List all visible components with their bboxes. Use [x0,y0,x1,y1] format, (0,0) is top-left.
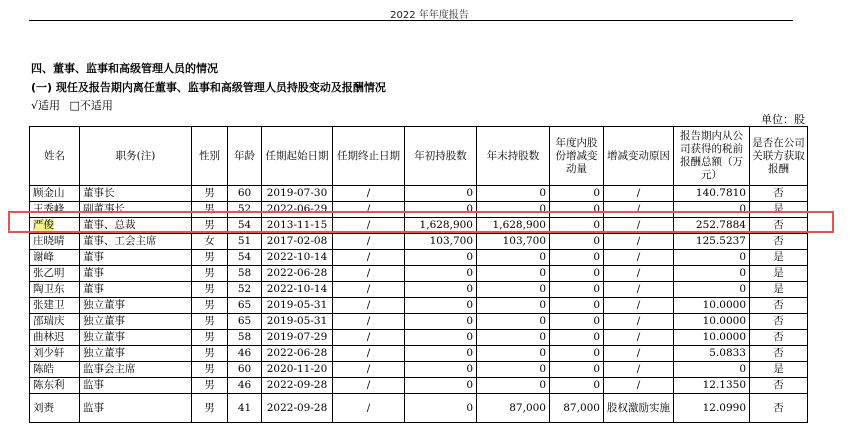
change-cell: 0 [550,266,604,282]
gender-cell: 女 [192,234,228,250]
position-cell: 监事 [80,394,192,423]
applicability-options [31,97,119,113]
compensation-cell: 0 [674,250,750,266]
position-cell: 独立董事 [80,330,192,346]
end-date-cell: / [333,282,405,298]
subsection-title: (一) 现任及报告期内离任董事、监事和高级管理人员持股变动及报酬情况 [31,81,386,94]
position-cell: 董事、总裁 [80,218,192,234]
position-cell: 监事会主席 [80,362,192,378]
start-date-cell: 2013-11-15 [262,218,333,234]
change-cell: 0 [550,330,604,346]
closing-shares-cell: 0 [477,202,550,218]
change-cell: 0 [550,362,604,378]
end-date-cell: / [333,186,405,202]
position-cell: 董事、工会主席 [80,234,192,250]
position-cell: 副董事长 [80,202,192,218]
change-cell: 0 [550,234,604,250]
name-cell: 陈皓 [30,362,80,378]
end-date-cell: / [333,298,405,314]
change-reason-cell: / [604,314,674,330]
start-date-cell: 2019-05-31 [262,314,333,330]
col-header: 年龄 [228,127,262,186]
end-date-cell: / [333,266,405,282]
name-cell: 陈东利 [30,378,80,394]
related-party-cell: 是 [750,266,808,282]
closing-shares-cell: 0 [477,186,550,202]
end-date-cell: / [333,218,405,234]
col-header: 年初持股数 [405,127,477,186]
table-row [30,282,808,298]
col-header: 任期终止日期 [333,127,405,186]
shareholding-table [29,126,808,423]
position-cell: 董事 [80,250,192,266]
col-header: 性别 [192,127,228,186]
unit-label: 单位：股 [761,113,805,126]
end-date-cell: / [333,250,405,266]
table-row [30,362,808,378]
name-cell: 刘赉 [30,394,80,423]
age-cell: 58 [228,266,262,282]
compensation-cell: 0 [674,202,750,218]
compensation-cell: 10.0000 [674,314,750,330]
gender-cell: 男 [192,266,228,282]
change-cell: 0 [550,314,604,330]
table-row [30,314,808,330]
closing-shares-cell: 0 [477,282,550,298]
age-cell: 51 [228,234,262,250]
age-cell: 54 [228,218,262,234]
related-party-cell: 是 [750,202,808,218]
gender-cell: 男 [192,378,228,394]
change-reason-cell: 股权激励实施 [604,394,674,423]
closing-shares-cell: 0 [477,298,550,314]
opening-shares-cell: 103,700 [405,234,477,250]
age-cell: 52 [228,282,262,298]
start-date-cell: 2017-02-08 [262,234,333,250]
compensation-cell: 12.1350 [674,378,750,394]
table-row [30,266,808,282]
name-cell: 邵瑞庆 [30,314,80,330]
opening-shares-cell: 0 [405,330,477,346]
change-reason-cell: / [604,250,674,266]
start-date-cell: 2019-07-30 [262,186,333,202]
age-cell: 58 [228,330,262,346]
position-cell: 独立董事 [80,314,192,330]
opening-shares-cell: 1,628,900 [405,218,477,234]
start-date-cell: 2022-06-29 [262,202,333,218]
related-party-cell: 否 [750,394,808,423]
age-cell: 60 [228,186,262,202]
name-cell: 张建卫 [30,298,80,314]
start-date-cell: 2022-06-28 [262,266,333,282]
gender-cell: 男 [192,202,228,218]
change-reason-cell: / [604,330,674,346]
table-row [30,378,808,394]
compensation-cell: 12.0990 [674,394,750,423]
compensation-cell: 252.7884 [674,218,750,234]
start-date-cell: 2022-09-28 [262,378,333,394]
col-header: 增减变动原因 [604,127,674,186]
table-row [30,346,808,362]
end-date-cell: / [333,202,405,218]
change-reason-cell: / [604,362,674,378]
table-row [30,394,808,423]
change-reason-cell: / [604,266,674,282]
compensation-cell: 10.0000 [674,298,750,314]
change-reason-cell: / [604,186,674,202]
gender-cell: 男 [192,186,228,202]
change-reason-cell: / [604,298,674,314]
table-header-row [30,127,808,186]
opening-shares-cell: 0 [405,346,477,362]
change-cell: 0 [550,282,604,298]
col-header: 报告期内从公司获得的税前报酬总额（万元） [674,127,750,186]
opening-shares-cell: 0 [405,314,477,330]
age-cell: 46 [228,346,262,362]
related-party-cell: 否 [750,314,808,330]
col-header: 是否在公司关联方获取报酬 [750,127,808,186]
related-party-cell: 否 [750,218,808,234]
age-cell: 52 [228,202,262,218]
name-cell: 刘少轩 [30,346,80,362]
end-date-cell: / [333,378,405,394]
change-cell: 0 [550,218,604,234]
start-date-cell: 2022-10-14 [262,250,333,266]
closing-shares-cell: 0 [477,266,550,282]
compensation-cell: 0 [674,266,750,282]
start-date-cell: 2022-09-28 [262,394,333,423]
compensation-cell: 0 [674,362,750,378]
closing-shares-cell: 0 [477,346,550,362]
header-divider [29,20,793,21]
related-party-cell: 否 [750,298,808,314]
opening-shares-cell: 0 [405,186,477,202]
position-cell: 独立董事 [80,298,192,314]
closing-shares-cell: 1,628,900 [477,218,550,234]
change-cell: 87,000 [550,394,604,423]
related-party-cell: 否 [750,234,808,250]
change-reason-cell: / [604,378,674,394]
start-date-cell: 2022-10-14 [262,282,333,298]
closing-shares-cell: 0 [477,330,550,346]
end-date-cell: / [333,394,405,423]
opening-shares-cell: 0 [405,202,477,218]
end-date-cell: / [333,330,405,346]
related-party-cell: 否 [750,346,808,362]
position-cell: 董事长 [80,186,192,202]
table-row [30,202,808,218]
gender-cell: 男 [192,330,228,346]
table-row [30,298,808,314]
opening-shares-cell: 0 [405,298,477,314]
age-cell: 41 [228,394,262,423]
highlighted-name: 严俊 [33,219,54,231]
compensation-cell: 140.7810 [674,186,750,202]
opening-shares-cell: 0 [405,378,477,394]
change-reason-cell: / [604,282,674,298]
opening-shares-cell: 0 [405,266,477,282]
table-row [30,234,808,250]
gender-cell: 男 [192,250,228,266]
col-header: 任期起始日期 [262,127,333,186]
gender-cell: 男 [192,346,228,362]
applicable-option: √适用 [31,99,61,112]
change-reason-cell: / [604,202,674,218]
opening-shares-cell: 0 [405,394,477,423]
related-party-cell: 是 [750,250,808,266]
change-cell: 0 [550,298,604,314]
table-row [30,250,808,266]
gender-cell: 男 [192,218,228,234]
position-cell: 独立董事 [80,346,192,362]
col-header: 姓名 [30,127,80,186]
col-header: 年末持股数 [477,127,550,186]
compensation-cell: 5.0833 [674,346,750,362]
end-date-cell: / [333,314,405,330]
table-row [30,186,808,202]
end-date-cell: / [333,346,405,362]
related-party-cell: 否 [750,330,808,346]
gender-cell: 男 [192,282,228,298]
related-party-cell: 否 [750,378,808,394]
table-row [30,330,808,346]
col-header: 年度内股份增减变动量 [550,127,604,186]
gender-cell: 男 [192,362,228,378]
change-reason-cell: / [604,234,674,250]
section-title: 四、董事、监事和高级管理人员的情况 [31,62,218,75]
table-row [30,218,808,234]
end-date-cell: / [333,362,405,378]
position-cell: 监事 [80,378,192,394]
compensation-cell: 10.0000 [674,330,750,346]
age-cell: 46 [228,378,262,394]
related-party-cell: 是 [750,362,808,378]
closing-shares-cell: 0 [477,250,550,266]
start-date-cell: 2020-11-20 [262,362,333,378]
gender-cell: 男 [192,298,228,314]
change-reason-cell: / [604,346,674,362]
related-party-cell: 是 [750,282,808,298]
start-date-cell: 2019-05-31 [262,298,333,314]
gender-cell: 男 [192,314,228,330]
opening-shares-cell: 0 [405,362,477,378]
change-cell: 0 [550,378,604,394]
position-cell: 董事 [80,282,192,298]
compensation-cell: 125.5237 [674,234,750,250]
compensation-cell: 0 [674,282,750,298]
name-cell: 曲林迟 [30,330,80,346]
page-header: 2022 年年度报告 [390,10,469,21]
change-cell: 0 [550,250,604,266]
name-cell: 王秀峰 [30,202,80,218]
change-cell: 0 [550,186,604,202]
name-cell [30,218,80,234]
age-cell: 54 [228,250,262,266]
col-header: 职务(注) [80,127,192,186]
start-date-cell: 2019-07-29 [262,330,333,346]
name-cell: 庄晓晴 [30,234,80,250]
age-cell: 60 [228,362,262,378]
change-reason-cell: / [604,218,674,234]
start-date-cell: 2022-06-28 [262,346,333,362]
not-applicable-option: □不适用 [69,99,113,112]
age-cell: 65 [228,314,262,330]
closing-shares-cell: 0 [477,362,550,378]
closing-shares-cell: 0 [477,378,550,394]
related-party-cell: 否 [750,186,808,202]
age-cell: 65 [228,298,262,314]
closing-shares-cell: 103,700 [477,234,550,250]
end-date-cell: / [333,234,405,250]
opening-shares-cell: 0 [405,282,477,298]
closing-shares-cell: 0 [477,314,550,330]
name-cell: 谢峰 [30,250,80,266]
name-cell: 顾金山 [30,186,80,202]
change-cell: 0 [550,202,604,218]
name-cell: 张乙明 [30,266,80,282]
closing-shares-cell: 87,000 [477,394,550,423]
position-cell: 董事 [80,266,192,282]
name-cell: 陶卫东 [30,282,80,298]
change-cell: 0 [550,346,604,362]
table-body [30,186,808,423]
gender-cell: 男 [192,394,228,423]
opening-shares-cell: 0 [405,250,477,266]
